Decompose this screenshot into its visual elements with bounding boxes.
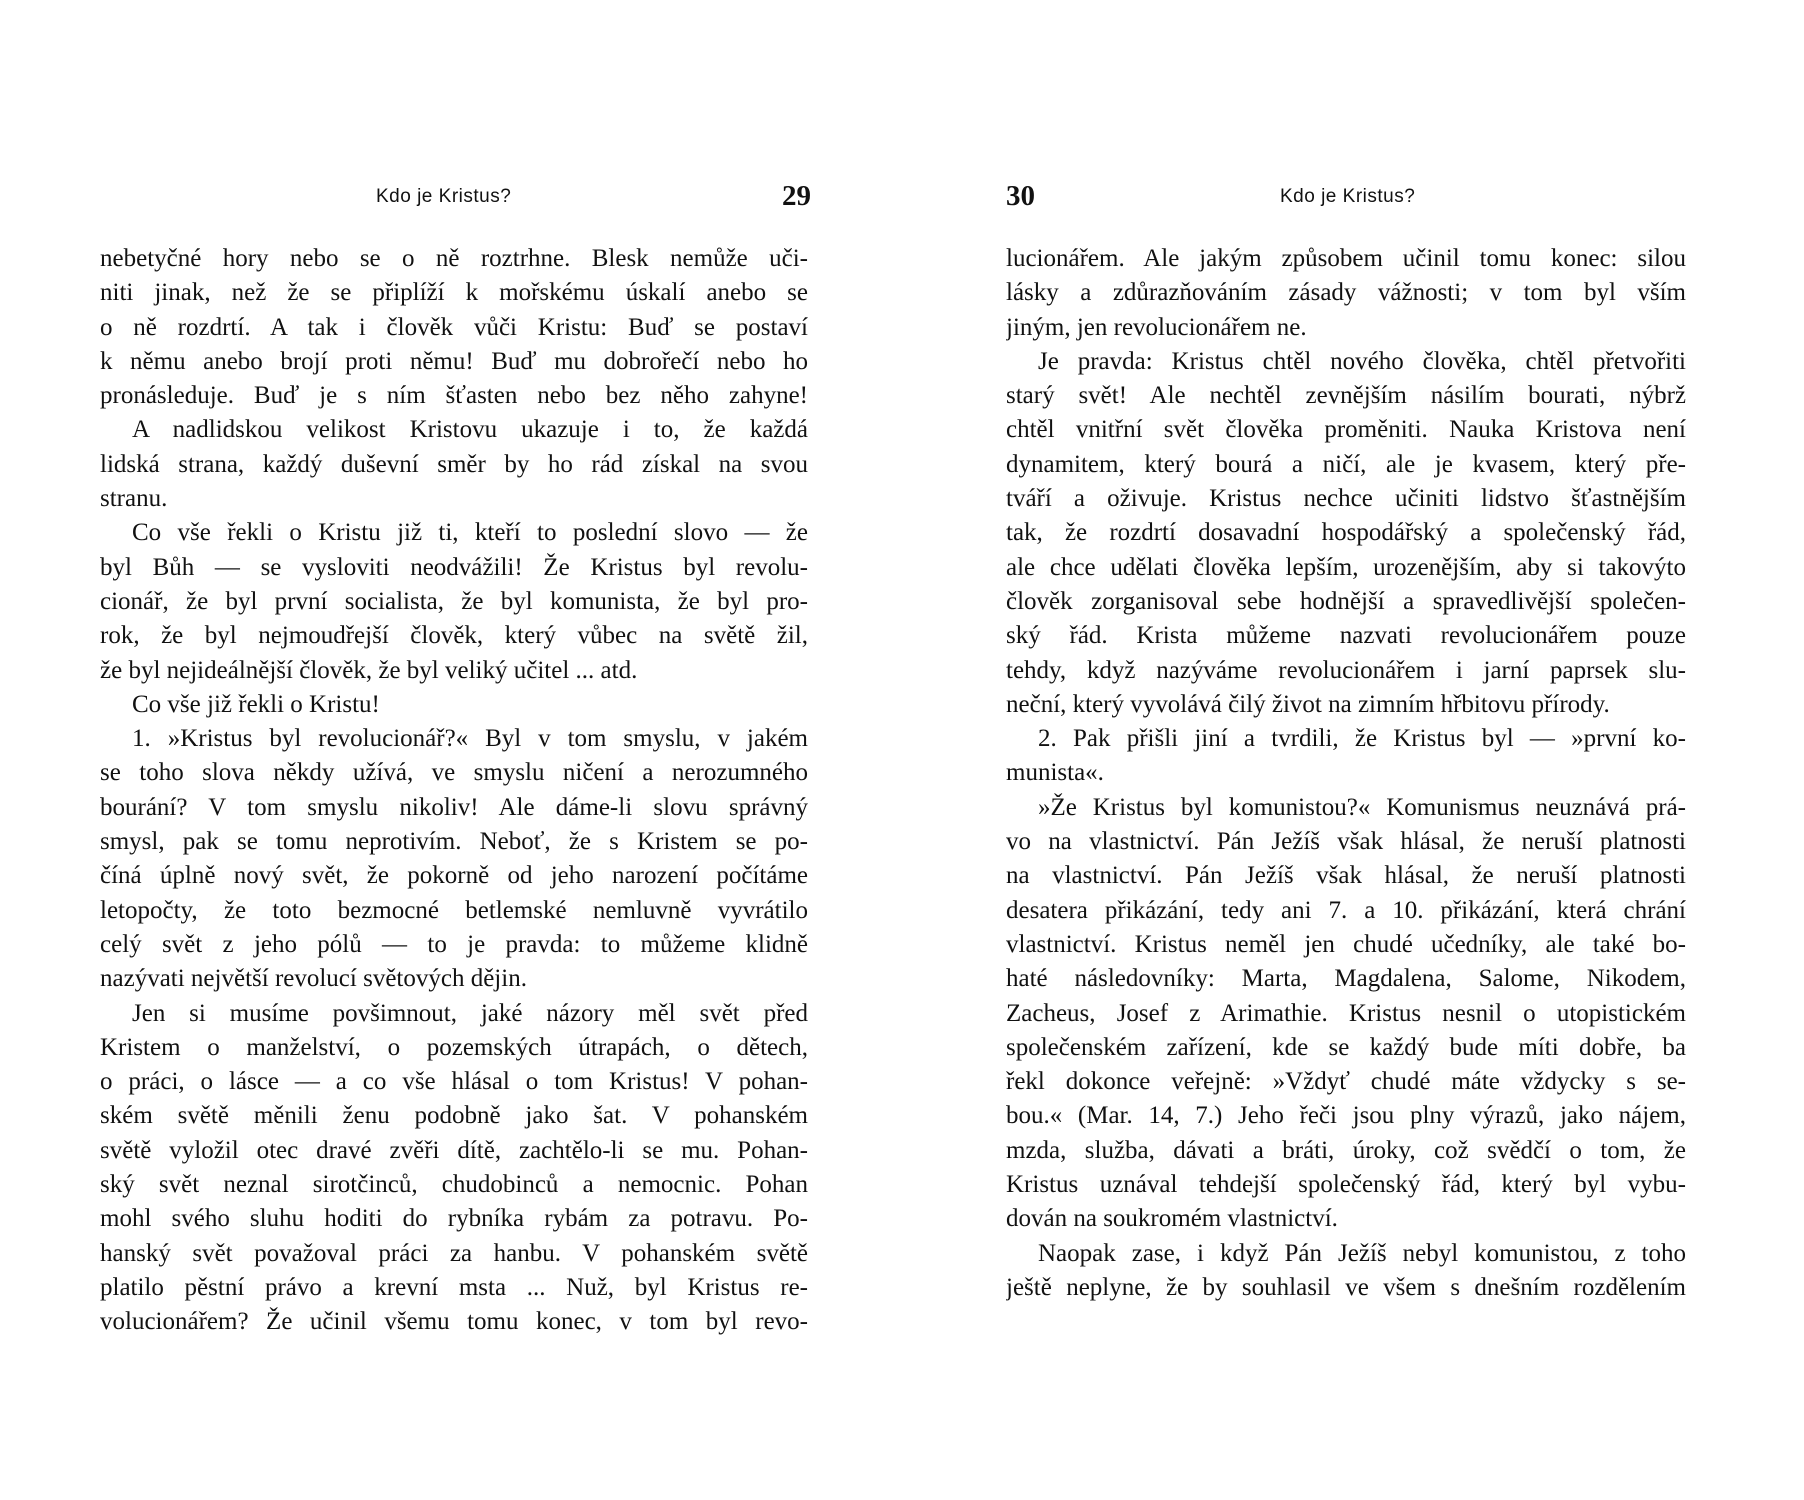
text-line: vlastnictví. Kristus neměl jen chudé učedníky, ale také bo-	[1006, 930, 1686, 958]
text-line: Je pravda: Kristus chtěl nového člověka, chtěl přetvořiti	[1038, 347, 1686, 375]
text-line: Naopak zase, i když Pán Ježíš nebyl komunistou, z toho	[1038, 1239, 1686, 1267]
text-line: chtěl vnitřní svět člověka proměniti. Nauka Kristova není	[1006, 416, 1686, 444]
text-line: Kristem o manželství, o pozemských útrapách, o dětech,	[100, 1033, 808, 1061]
text-line: letopočty, že toto bezmocné betlemské nemluvně vyvrátilo	[100, 896, 808, 924]
right-page	[902, 0, 1804, 1500]
text-line: se toho slova někdy užívá, ve smyslu ničení a nerozumného	[100, 759, 808, 787]
text-line: mzda, služba, dávati a bráti, úroky, což svědčí o tom, že	[1006, 1136, 1686, 1164]
text-line: že byl nejideálnější člověk, že byl veliký učitel ... atd.	[100, 656, 638, 684]
text-line: platilo pěstní právo a krevní msta ... Nuž, byl Kristus re-	[100, 1273, 808, 1301]
text-line: Co vše již řekli o Kristu!	[132, 690, 380, 718]
text-line: »Že Kristus byl komunistou?« Komunismus neuznává prá-	[1038, 793, 1686, 821]
text-line: vo na vlastnictví. Pán Ježíš však hlásal, že neruší platnosti	[1006, 828, 1686, 856]
text-line: lásky a zdůrazňováním zásady vážnosti; v tom byl vším	[1006, 279, 1686, 307]
text-line: rok, že byl nejmoudřejší člověk, který vůbec na světě žil,	[100, 622, 808, 650]
text-line: bourání? V tom smyslu nikoliv! Ale dáme-li slovu správný	[100, 793, 808, 821]
text-line: pronásleduje. Buď je s ním šťasten nebo bez něho zahyne!	[100, 382, 808, 410]
text-line: Zacheus, Josef z Arimathie. Kristus nesnil o utopistickém	[1006, 999, 1686, 1027]
text-line: Co vše řekli o Kristu již ti, kteří to poslední slovo — že	[132, 519, 808, 547]
text-line: munista«.	[1006, 759, 1104, 787]
text-line: člověk zorganisoval sebe hodnější a spravedlivější společen-	[1006, 587, 1686, 615]
text-line: mohl svého sluhu hoditi do rybníka rybám za potravu. Po-	[100, 1205, 808, 1233]
text-line: cionář, že byl první socialista, že byl komunista, že byl pro-	[100, 587, 808, 615]
text-line: Kristus uznával tehdejší společenský řád, který byl vybu-	[1006, 1171, 1686, 1199]
text-line: Jen si musíme povšimnout, jaké názory měl svět před	[132, 999, 808, 1027]
text-line: ském světě měnili ženu podobně jako šat. V pohanském	[100, 1102, 808, 1130]
text-line: A nadlidskou velikost Kristovu ukazuje i to, že každá	[132, 416, 808, 444]
text-line: ský svět neznal sirotčinců, chudobinců a nemocnic. Pohan	[100, 1171, 808, 1199]
text-line: lucionářem. Ale jakým způsobem učinil tomu konec: silou	[1006, 245, 1686, 272]
text-line: stranu.	[100, 485, 168, 513]
text-line: volucionářem? Že učinil všemu tomu konec, v tom byl revo-	[100, 1308, 808, 1336]
text-line: tváří a oživuje. Kristus nechce učiniti lidstvo šťastnějším	[1006, 485, 1686, 513]
text-line: celý svět z jeho pólů — to je pravda: to můžeme klidně	[100, 930, 808, 958]
running-head: Kdo je Kristus?	[376, 186, 512, 207]
running-head: Kdo je Kristus?	[1280, 186, 1416, 207]
text-line: tehdy, když nazýváme revolucionářem i jarní paprsek slu-	[1006, 656, 1686, 684]
page-number: 30	[1006, 180, 1035, 212]
text-line: společenském zařízení, kde se každý bude míti dobře, ba	[1006, 1033, 1686, 1061]
text-line: o práci, o lásce — a co vše hlásal o tom Kristus! V pohan-	[100, 1068, 808, 1096]
text-line: byl Bůh — se vysloviti neodvážili! Že Kristus byl revolu-	[100, 553, 808, 581]
text-line: 2. Pak přišli jiní a tvrdili, že Kristus byl — »první ko-	[1038, 725, 1686, 753]
text-line: jiným, jen revolucionářem ne.	[1006, 313, 1307, 341]
text-line: na vlastnictví. Pán Ježíš však hlásal, že neruší platnosti	[1006, 862, 1686, 890]
text-line: dynamitem, který bourá a ničí, ale je kvasem, který pře-	[1006, 450, 1686, 478]
text-line: desatera přikázání, tedy ani 7. a 10. přikázání, která chrání	[1006, 896, 1686, 924]
text-line: lidská strana, každý duševní směr by ho rád získal na svou	[100, 450, 808, 478]
text-line: starý svět! Ale nechtěl zevnějším násilím bourati, nýbrž	[1006, 382, 1686, 410]
text-line: ještě neplyne, že by souhlasil ve všem s dnešním rozdělením	[1006, 1273, 1686, 1301]
text-line: ale chce udělati člověka lepším, urozenějším, aby si takovýto	[1006, 553, 1686, 581]
text-line: číná úplně nový svět, že pokorně od jeho narození počítáme	[100, 862, 808, 890]
text-line: nazývati největší revolucí světových dějin.	[100, 965, 527, 993]
text-line: k němu anebo brojí proti němu! Buď mu dobrořečí nebo ho	[100, 347, 808, 375]
text-line: řekl dokonce veřejně: »Vždyť chudé máte vždycky s se-	[1006, 1068, 1686, 1096]
text-line: ský řád. Krista můžeme nazvati revolucionářem pouze	[1006, 622, 1686, 650]
text-line: světě vyložil otec dravé zvěři dítě, zachtělo-li se mu. Pohan-	[100, 1136, 808, 1164]
text-line: tak, že rozdrtí dosavadní hospodářský a společenský řád,	[1006, 519, 1686, 547]
text-line: bou.« (Mar. 14, 7.) Jeho řeči jsou plny výrazů, jako nájem,	[1006, 1102, 1686, 1130]
body-text	[100, 242, 808, 1340]
body-text	[1006, 242, 1686, 1305]
text-line: nebetyčné hory nebo se o ně roztrhne. Blesk nemůže uči-	[100, 245, 808, 272]
page-number: 29	[782, 180, 811, 212]
text-line: haté následovníky: Marta, Magdalena, Salome, Nikodem,	[1006, 965, 1686, 993]
text-line: smysl, pak se tomu neprotivím. Neboť, že s Kristem se po-	[100, 828, 808, 856]
text-line: dován na soukromém vlastnictví.	[1006, 1205, 1338, 1233]
text-line: hanský svět považoval práci za hanbu. V pohanském světě	[100, 1239, 808, 1267]
text-line: neční, který vyvolává čilý život na zimním hřbitovu přírody.	[1006, 690, 1610, 718]
text-line: niti jinak, než že se připlíží k mořskému úskalí anebo se	[100, 279, 808, 307]
text-line: 1. »Kristus byl revolucionář?« Byl v tom smyslu, v jakém	[132, 725, 808, 753]
text-line: o ně rozdrtí. A tak i člověk vůči Kristu: Buď se postaví	[100, 313, 808, 341]
